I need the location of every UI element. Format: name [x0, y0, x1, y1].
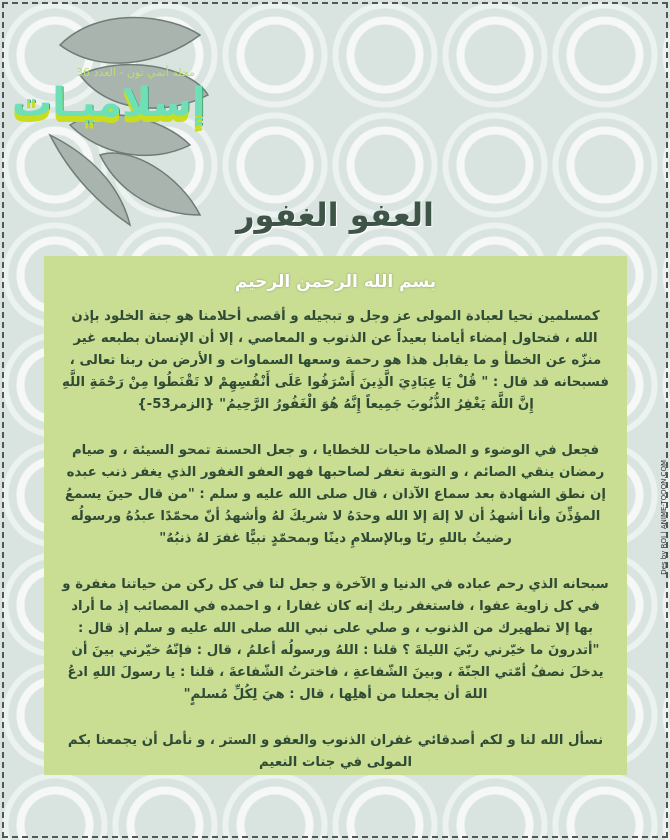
section-logo: إسلاميـات — [12, 80, 206, 126]
article-box — [44, 256, 627, 775]
paragraph: فجعل في الوضوء و الصلاة ماحيات للخطايا ، و جعل الحسنة تمحو السيئة ، و صيام رمضان ينقي الصائم ، و التوبة تغفر لصاحبها فهو العفو الغفور الذي يغفر ذنب عبده إن نطق الشهادة بعد سماع الآذان ، قال صلى الله عليه و سلم : "من قال حينَ يسمعُ المؤذِّنَ وأنا أشهدُ أن لا إلهَ إلا الله وحدَهُ لا شريكَ لهُ وأشهدُ أنّ محمّدًا عبدُهُ ورسولُه رضيتُ باللهِ ربًا وبالإسلامِ دينًا وبمحمّدٍ نبيًّا غفرَ لهُ ذنبُهُ" — [65, 443, 606, 546]
basmala: بسم الله الرحمن الرحيم — [234, 272, 437, 292]
magazine-issue: مجلة أنمي تون - العدد 36 — [76, 66, 195, 79]
designer-credit: Des by ROI | ANIME-TOOON.COM — [660, 460, 668, 575]
paragraph: كمسلمين نحيا لعبادة المولى عز وجل و تبجيله و أقصى أحلامنا هو جنة الخلود بإذن الله ، فنحاول إمضاء أيامنا بعيداً عن الذنوب و المعاصي ، إلا أن الإنسان بطبعه غير منزّه عن الخطأ و ما يقابل هذا هو رحمة وسعها السماوات و الأرض من ربنا تعالى ، فسبحانه قد قال : " قُلْ يَا عِبَادِيَ الَّذِينَ أَسْرَفُوا عَلَى أَنْفُسِهِمْ لا تَقْنَطُوا مِنْ رَحْمَةِ اللَّهِ إِنَّ اللَّهَ يَغْفِرُ الذُّنُوبَ جَمِيعاً إِنَّهُ هُوَ الْغَفُورُ الرَّحِيمُ" {الزمر53-} — [61, 309, 610, 412]
paragraph: سبحانه الذي رحم عباده في الدنيا و الآخرة و جعل لنا في كل ركن من حياتنا مغفرة و في كل زاوية عفوا ، فاستغفر ربك إنه كان غفارا ، و احمده في المصائب إذ ما أراد بها إلا تطهيرك من الذنوب ، و صلي على نبي الله صلى الله عليه و سلم إذ قال : "أتدرونَ ما خيّرني ربّيَ الليلةَ ؟ قلنا : اللهُ ورسولُه أعلمُ ، قال : فإنّهُ خيّرني بينَ أن يدخلَ نصفُ أمّتي الجنّةَ ، وبينَ الشّفاعةِ ، فاخترتُ الشّفاعةَ ، قلنا : يا رسولَ اللهِ ادعُ اللهَ أن يجعلنا من أهلِها ، قال : هيَ لِكُلِّ مُسلمٍ" — [62, 577, 609, 702]
article-title: العفو الغفور — [236, 196, 434, 234]
paragraph: نسأل الله لنا و لكم أصدقائي غفران الذنوب والعفو و الستر ، و نأمل أن يجمعنا بكم المولى في جنات النعيم — [67, 733, 604, 770]
